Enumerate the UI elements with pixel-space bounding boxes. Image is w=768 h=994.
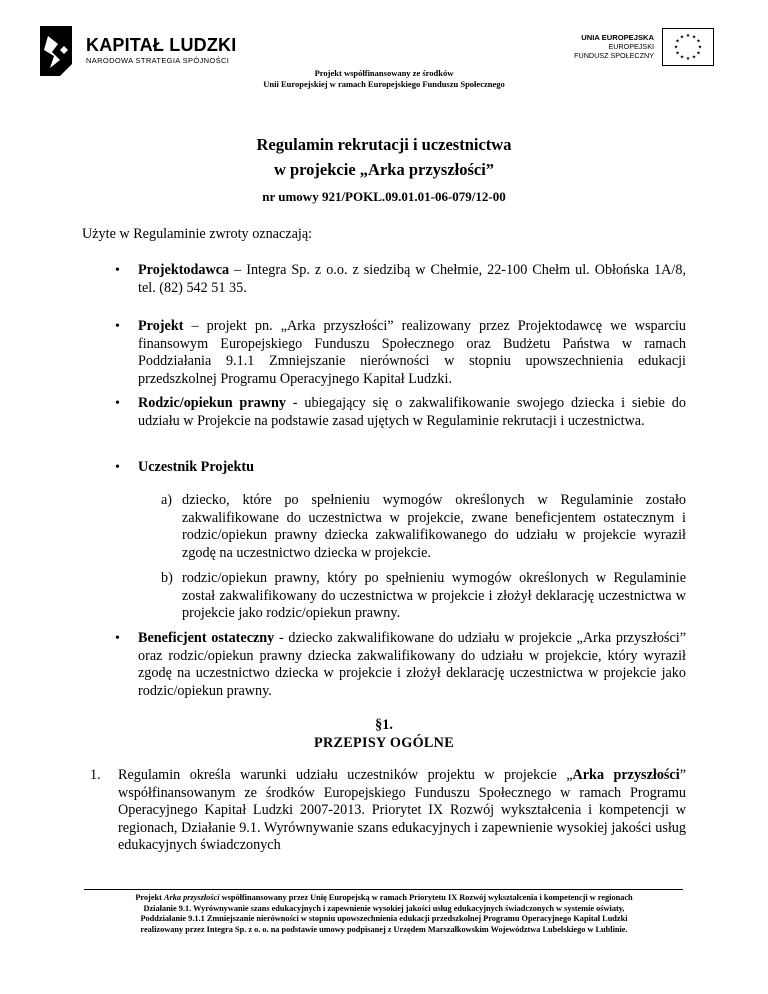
- kapital-ludzki-subtitle: NARODOWA STRATEGIA SPÓJNOŚCI: [86, 56, 230, 65]
- svg-text:★: ★: [697, 44, 703, 51]
- page-footer: [70, 893, 698, 935]
- svg-text:★: ★: [675, 50, 680, 57]
- section-paragraph: [118, 767, 686, 855]
- paragraph-text-rest: ” współfinansowanym ze środków Europejskiego Funduszu Społecznego w ramach Programu Operacyjnego Kapitał Ludzki 2007-2013. Priorytet IX Rozwój wykształcenia i kompetencji w regionach, Działanie 9.1. Wyrównywanie szans edukacyjnych i zapewnienie wysokiej jakości usług edukacyjnych świadczonych: [118, 767, 686, 854]
- footer-project-name: Arka przyszłości: [163, 893, 220, 902]
- footer-line-4: realizowany przez Integra Sp. z o. o. na podstawie umowy podpisanej z Urzędem Marszałkowskim Województwa Lubelskiego w Lublinie.: [140, 924, 628, 934]
- definition-term: Projekt: [138, 318, 184, 334]
- subitem-label: a): [161, 492, 173, 508]
- footer-line-1: [70, 893, 698, 904]
- svg-text:★: ★: [691, 34, 697, 41]
- definition-text: – projekt pn. „Arka przyszłości” realizowany przez Projektodawcę we wsparciu finansowym Europejskiego Funduszu Społecznego oraz Budżetu Państwa w ramach Poddziałania 9.1.1 Zmniejszanie nierówności w stopniu upowszechnienia edukacji przedszkolnej Programu Operacyjnego Kapitał Ludzki.: [138, 318, 686, 387]
- svg-text:★: ★: [675, 38, 680, 45]
- cofinancing-line-1: Projekt współfinansowany ze środków: [314, 68, 454, 78]
- bullet-icon: •: [115, 396, 120, 411]
- svg-text:★: ★: [685, 56, 691, 62]
- subitem-label: b): [161, 570, 173, 586]
- definition-term: Uczestnik Projektu: [138, 459, 254, 475]
- svg-text:★: ★: [679, 54, 685, 61]
- definition-item: [138, 262, 686, 297]
- kapital-ludzki-title: KAPITAŁ LUDZKI: [86, 35, 237, 55]
- footer-line-1-start: Projekt: [135, 893, 164, 902]
- svg-text:★: ★: [691, 54, 697, 61]
- eu-title: UNIA EUROPEJSKA: [581, 33, 654, 42]
- definitions-intro: Użyte w Regulaminie zwroty oznaczają:: [82, 226, 313, 242]
- section-number: §1.: [375, 717, 393, 733]
- participant-subitem: dziecko, które po spełnieniu wymogów określonych w Regulaminie zostało zakwalifikowane do uczestnictwa w projekcie, zwane beneficjentem ostatecznym i rodzic/opiekun prawny dziecka zakwalifikowanego do udziału w projekcie wyraził zgodę na uczestnictwo dziecka w projekcie.: [182, 492, 686, 561]
- svg-text:★: ★: [696, 38, 701, 45]
- definition-item: [138, 318, 686, 388]
- eu-line-3: FUNDUSZ SPOŁECZNY: [574, 51, 654, 60]
- footer-line-1-rest: współfinansowany przez Unię Europejską w ramach Priorytetu IX Rozwój wykształcenia i kompetencji w regionach: [219, 893, 633, 902]
- bullet-icon: •: [115, 263, 120, 278]
- bullet-icon: •: [115, 460, 120, 475]
- contract-number: nr umowy 921/POKL.09.01.01-06-079/12-00: [262, 189, 506, 204]
- project-name: Arka przyszłości: [572, 767, 680, 783]
- definition-text: - dziecko zakwalifikowane do udziału w projekcie „Arka przyszłości” oraz rodzic/opiekun prawny dziecka zakwalifikowany do udziału w projekcie, który wyraził zgodę na uczestnictwo dziecka w projekcie i złożył deklarację uczestnictwa w projekcie jako rodzic/opiekun prawny.: [138, 630, 686, 699]
- definition-term: Projektodawca: [138, 262, 230, 278]
- page-header: [0, 0, 768, 95]
- svg-text:★: ★: [673, 44, 679, 51]
- definition-text: – Integra Sp. z o.o. z siedzibą w Chełmie, 22-100 Chełm ul. Obłońska 1A/8, tel. (82) 542 51 35.: [138, 262, 686, 296]
- eu-wordmark: [574, 33, 654, 60]
- footer-divider: [84, 889, 683, 890]
- footer-line-3: Poddziałanie 9.1.1 Zmniejszanie nierówności w stopniu upowszechnienia edukacji przedszkolnej Programu Operacyjnego Kapitał Ludzki: [140, 914, 628, 924]
- paragraph-text-start: Regulamin określa warunki udziału uczestników projektu w projekcie „: [118, 767, 573, 783]
- eu-flag-icon: [662, 28, 714, 66]
- document-title-line-1: Regulamin rekrutacji i uczestnictwa: [256, 135, 512, 154]
- eu-line-2: EUROPEJSKI: [608, 42, 654, 51]
- participant-subitem: rodzic/opiekun prawny, który po spełnieniu wymogów określonych w Regulaminie został zakwalifikowany do uczestnictwa w projekcie i złożył deklarację uczestnictwa w projekcie jako rodzic/opiekun prawny.: [182, 570, 686, 622]
- document-title-line-2: w projekcie „Arka przyszłości”: [273, 160, 495, 179]
- cofinancing-note: [0, 68, 768, 90]
- definition-term: Beneficjent ostateczny: [138, 630, 275, 646]
- svg-text:★: ★: [696, 50, 701, 57]
- section-title: PRZEPISY OGÓLNE: [314, 735, 454, 751]
- bullet-icon: •: [115, 319, 120, 334]
- bullet-icon: •: [115, 631, 120, 646]
- footer-line-2: Działanie 9.1. Wyrównywanie szans edukacyjnych i zapewnienie wysokiej jakości usług edukacyjnych świadczonych w systemie oświaty,: [143, 903, 625, 913]
- definition-item: [138, 459, 686, 477]
- svg-text:★: ★: [685, 33, 691, 39]
- definition-text: - ubiegający się o zakwalifikowanie swojego dziecka i siebie do udziału w Projekcie na podstawie zasad ujętych w Regulaminie rekrutacji i uczestnictwa.: [138, 395, 686, 429]
- cofinancing-line-2: Unii Europejskiej w ramach Europejskiego Funduszu Społecznego: [263, 79, 505, 89]
- definition-item: [138, 630, 686, 700]
- svg-text:★: ★: [679, 34, 685, 41]
- kapital-ludzki-wordmark: [86, 36, 236, 65]
- paragraph-number: 1.: [90, 767, 101, 783]
- definition-term: Rodzic/opiekun prawny: [138, 395, 286, 411]
- definition-item: [138, 395, 686, 430]
